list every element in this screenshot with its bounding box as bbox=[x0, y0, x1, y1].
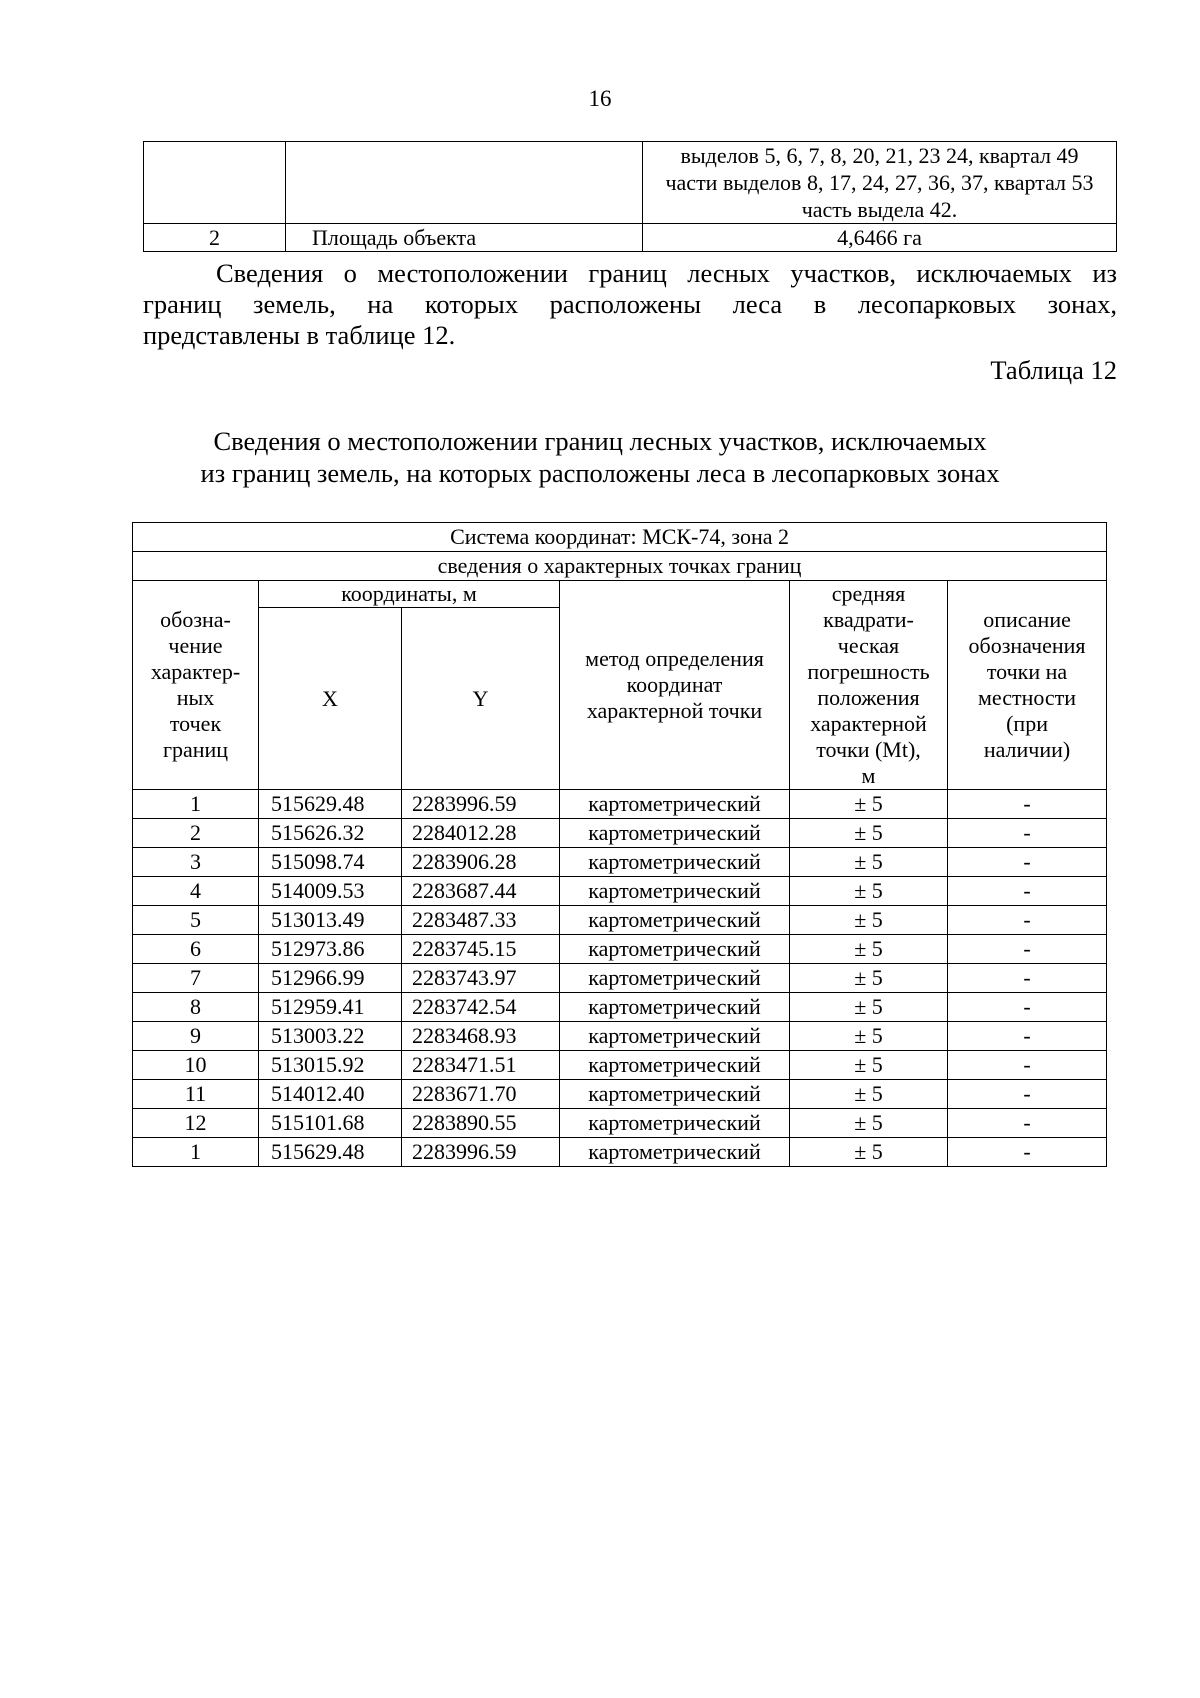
y-cell: 2283742.54 bbox=[402, 993, 560, 1022]
header-line: наличии) bbox=[983, 737, 1071, 762]
method-cell: картометрический bbox=[560, 1051, 790, 1080]
paragraph-line: Сведения о местоположении границ лесных участков, исключаемых из bbox=[216, 258, 1117, 288]
header-line: точки (Mt), bbox=[816, 737, 921, 762]
header-line: характерной bbox=[810, 711, 927, 736]
table-row bbox=[133, 1022, 1107, 1051]
description-cell: - bbox=[948, 1109, 1107, 1138]
header-line: характер- bbox=[150, 659, 241, 684]
y-cell: 2283468.93 bbox=[402, 1022, 560, 1051]
table-row bbox=[133, 877, 1107, 906]
area-value-cell: 4,6466 га bbox=[643, 224, 1117, 252]
table-row bbox=[133, 790, 1107, 819]
table-row bbox=[133, 1109, 1107, 1138]
description-cell: - bbox=[948, 1051, 1107, 1080]
x-cell: 515101.68 bbox=[259, 1109, 402, 1138]
table-row bbox=[133, 906, 1107, 935]
method-cell: картометрический bbox=[560, 877, 790, 906]
error-cell: ± 5 bbox=[790, 964, 948, 993]
point-cell: 1 bbox=[133, 1138, 259, 1167]
header-line: описание bbox=[983, 607, 1071, 632]
error-cell: ± 5 bbox=[790, 993, 948, 1022]
header-line: границ bbox=[162, 737, 229, 762]
header-line: м bbox=[861, 763, 876, 788]
table-row bbox=[133, 964, 1107, 993]
description-cell: - bbox=[948, 1138, 1107, 1167]
header-line: ных bbox=[176, 685, 215, 710]
header-line: метод определения bbox=[585, 646, 764, 671]
x-cell: 515629.48 bbox=[259, 790, 402, 819]
header-line: положения bbox=[817, 685, 920, 710]
y-cell: 2283687.44 bbox=[402, 877, 560, 906]
description-cell: - bbox=[948, 935, 1107, 964]
point-cell: 7 bbox=[133, 964, 259, 993]
method-cell: картометрический bbox=[560, 1022, 790, 1051]
header-line: характерной точки bbox=[586, 698, 763, 723]
table-title-line: из границ земель, на которых расположены леса в лесопарковых зонах bbox=[200, 458, 1000, 488]
coordinates-table bbox=[132, 522, 1107, 1167]
table-row bbox=[144, 142, 1117, 224]
table-title-line: Сведения о местоположении границ лесных участков, исключаемых bbox=[213, 426, 987, 456]
description-cell: - bbox=[948, 848, 1107, 877]
table-cell bbox=[144, 142, 286, 224]
description-cell: - bbox=[948, 877, 1107, 906]
error-cell: ± 5 bbox=[790, 1022, 948, 1051]
y-cell: 2283906.28 bbox=[402, 848, 560, 877]
point-cell: 11 bbox=[133, 1080, 259, 1109]
method-cell: картометрический bbox=[560, 906, 790, 935]
description-cell: - bbox=[948, 790, 1107, 819]
x-cell: 513013.49 bbox=[259, 906, 402, 935]
table-row bbox=[133, 993, 1107, 1022]
cell-line: части выделов 8, 17, 24, 27, 36, 37, квартал 53 bbox=[665, 170, 1094, 195]
header-line: средняя bbox=[831, 581, 906, 606]
intro-paragraph bbox=[143, 258, 1117, 351]
table-row bbox=[133, 1138, 1107, 1167]
error-cell: ± 5 bbox=[790, 790, 948, 819]
y-cell: 2283671.70 bbox=[402, 1080, 560, 1109]
column-header-point bbox=[133, 581, 259, 790]
x-cell: 515626.32 bbox=[259, 819, 402, 848]
point-cell: 5 bbox=[133, 906, 259, 935]
header-line: точки на bbox=[986, 659, 1068, 684]
method-cell: картометрический bbox=[560, 848, 790, 877]
error-cell: ± 5 bbox=[790, 1080, 948, 1109]
table-title bbox=[0, 425, 1200, 489]
description-cell: - bbox=[948, 964, 1107, 993]
column-header-coordinates: координаты, м bbox=[259, 581, 560, 608]
description-cell: - bbox=[948, 906, 1107, 935]
x-cell: 514012.40 bbox=[259, 1080, 402, 1109]
cell-line: часть выдела 42. bbox=[801, 197, 958, 222]
paragraph-line: границ земель, на которых расположены леса в лесопарковых зонах, bbox=[143, 289, 1117, 319]
error-cell: ± 5 bbox=[790, 1138, 948, 1167]
error-cell: ± 5 bbox=[790, 906, 948, 935]
point-cell: 1 bbox=[133, 790, 259, 819]
table-cell bbox=[286, 142, 643, 224]
method-cell: картометрический bbox=[560, 819, 790, 848]
header-line: погрешность bbox=[807, 659, 930, 684]
column-header-error bbox=[790, 581, 948, 790]
parcel-info-table bbox=[143, 141, 1117, 252]
point-cell: 8 bbox=[133, 993, 259, 1022]
description-cell: - bbox=[948, 1080, 1107, 1109]
header-line: обозначения bbox=[968, 633, 1086, 658]
table-label: Таблица 12 bbox=[990, 355, 1117, 385]
header-line: (при bbox=[1006, 711, 1048, 736]
point-cell: 6 bbox=[133, 935, 259, 964]
method-cell: картометрический bbox=[560, 935, 790, 964]
y-cell: 2283743.97 bbox=[402, 964, 560, 993]
table-row bbox=[133, 1080, 1107, 1109]
point-cell: 4 bbox=[133, 877, 259, 906]
method-cell: картометрический bbox=[560, 1138, 790, 1167]
point-cell: 10 bbox=[133, 1051, 259, 1080]
table-row bbox=[144, 224, 1117, 252]
error-cell: ± 5 bbox=[790, 877, 948, 906]
description-cell: - bbox=[948, 819, 1107, 848]
error-cell: ± 5 bbox=[790, 819, 948, 848]
error-cell: ± 5 bbox=[790, 1051, 948, 1080]
parcel-description-cell bbox=[643, 142, 1117, 224]
cell-line: выделов 5, 6, 7, 8, 20, 21, 23 24, квартал 49 bbox=[680, 143, 1079, 168]
method-cell: картометрический bbox=[560, 964, 790, 993]
table-row bbox=[133, 848, 1107, 877]
method-cell: картометрический bbox=[560, 1109, 790, 1138]
x-cell: 512973.86 bbox=[259, 935, 402, 964]
header-line: обозна- bbox=[160, 607, 231, 632]
boundary-points-header: сведения о характерных точках границ bbox=[133, 552, 1107, 581]
table-row bbox=[133, 1051, 1107, 1080]
point-cell: 12 bbox=[133, 1109, 259, 1138]
header-line: координат bbox=[626, 672, 723, 697]
description-cell: - bbox=[948, 993, 1107, 1022]
method-cell: картометрический bbox=[560, 1080, 790, 1109]
table-row bbox=[133, 552, 1107, 581]
header-line: чение bbox=[168, 633, 223, 658]
row-number-cell: 2 bbox=[144, 224, 286, 252]
column-header-x: X bbox=[259, 608, 402, 790]
header-line: точек bbox=[169, 711, 222, 736]
x-cell: 512959.41 bbox=[259, 993, 402, 1022]
header-line: местности bbox=[977, 685, 1077, 710]
point-cell: 3 bbox=[133, 848, 259, 877]
table-row bbox=[133, 935, 1107, 964]
x-cell: 515629.48 bbox=[259, 1138, 402, 1167]
x-cell: 515098.74 bbox=[259, 848, 402, 877]
error-cell: ± 5 bbox=[790, 935, 948, 964]
y-cell: 2283996.59 bbox=[402, 1138, 560, 1167]
y-cell: 2283890.55 bbox=[402, 1109, 560, 1138]
point-cell: 9 bbox=[133, 1022, 259, 1051]
column-header-y: Y bbox=[402, 608, 560, 790]
coordinate-system-header: Система координат: МСК-74, зона 2 bbox=[133, 523, 1107, 552]
column-header-description bbox=[948, 581, 1107, 790]
page-number: 16 bbox=[588, 86, 612, 111]
header-line: квадрати- bbox=[823, 607, 914, 632]
y-cell: 2283471.51 bbox=[402, 1051, 560, 1080]
y-cell: 2283745.15 bbox=[402, 935, 560, 964]
header-line: ческая bbox=[837, 633, 900, 658]
column-header-method bbox=[560, 581, 790, 790]
method-cell: картометрический bbox=[560, 993, 790, 1022]
y-cell: 2284012.28 bbox=[402, 819, 560, 848]
y-cell: 2283487.33 bbox=[402, 906, 560, 935]
table-header-row bbox=[133, 581, 1107, 608]
x-cell: 513015.92 bbox=[259, 1051, 402, 1080]
paragraph-line: представлены в таблице 12. bbox=[143, 320, 456, 350]
method-cell: картометрический bbox=[560, 790, 790, 819]
error-cell: ± 5 bbox=[790, 848, 948, 877]
table-row bbox=[133, 819, 1107, 848]
y-cell: 2283996.59 bbox=[402, 790, 560, 819]
x-cell: 514009.53 bbox=[259, 877, 402, 906]
description-cell: - bbox=[948, 1022, 1107, 1051]
coordinates-body bbox=[133, 790, 1107, 1167]
point-cell: 2 bbox=[133, 819, 259, 848]
table-row bbox=[133, 523, 1107, 552]
error-cell: ± 5 bbox=[790, 1109, 948, 1138]
x-cell: 512966.99 bbox=[259, 964, 402, 993]
area-label-cell: Площадь объекта bbox=[286, 224, 643, 252]
x-cell: 513003.22 bbox=[259, 1022, 402, 1051]
